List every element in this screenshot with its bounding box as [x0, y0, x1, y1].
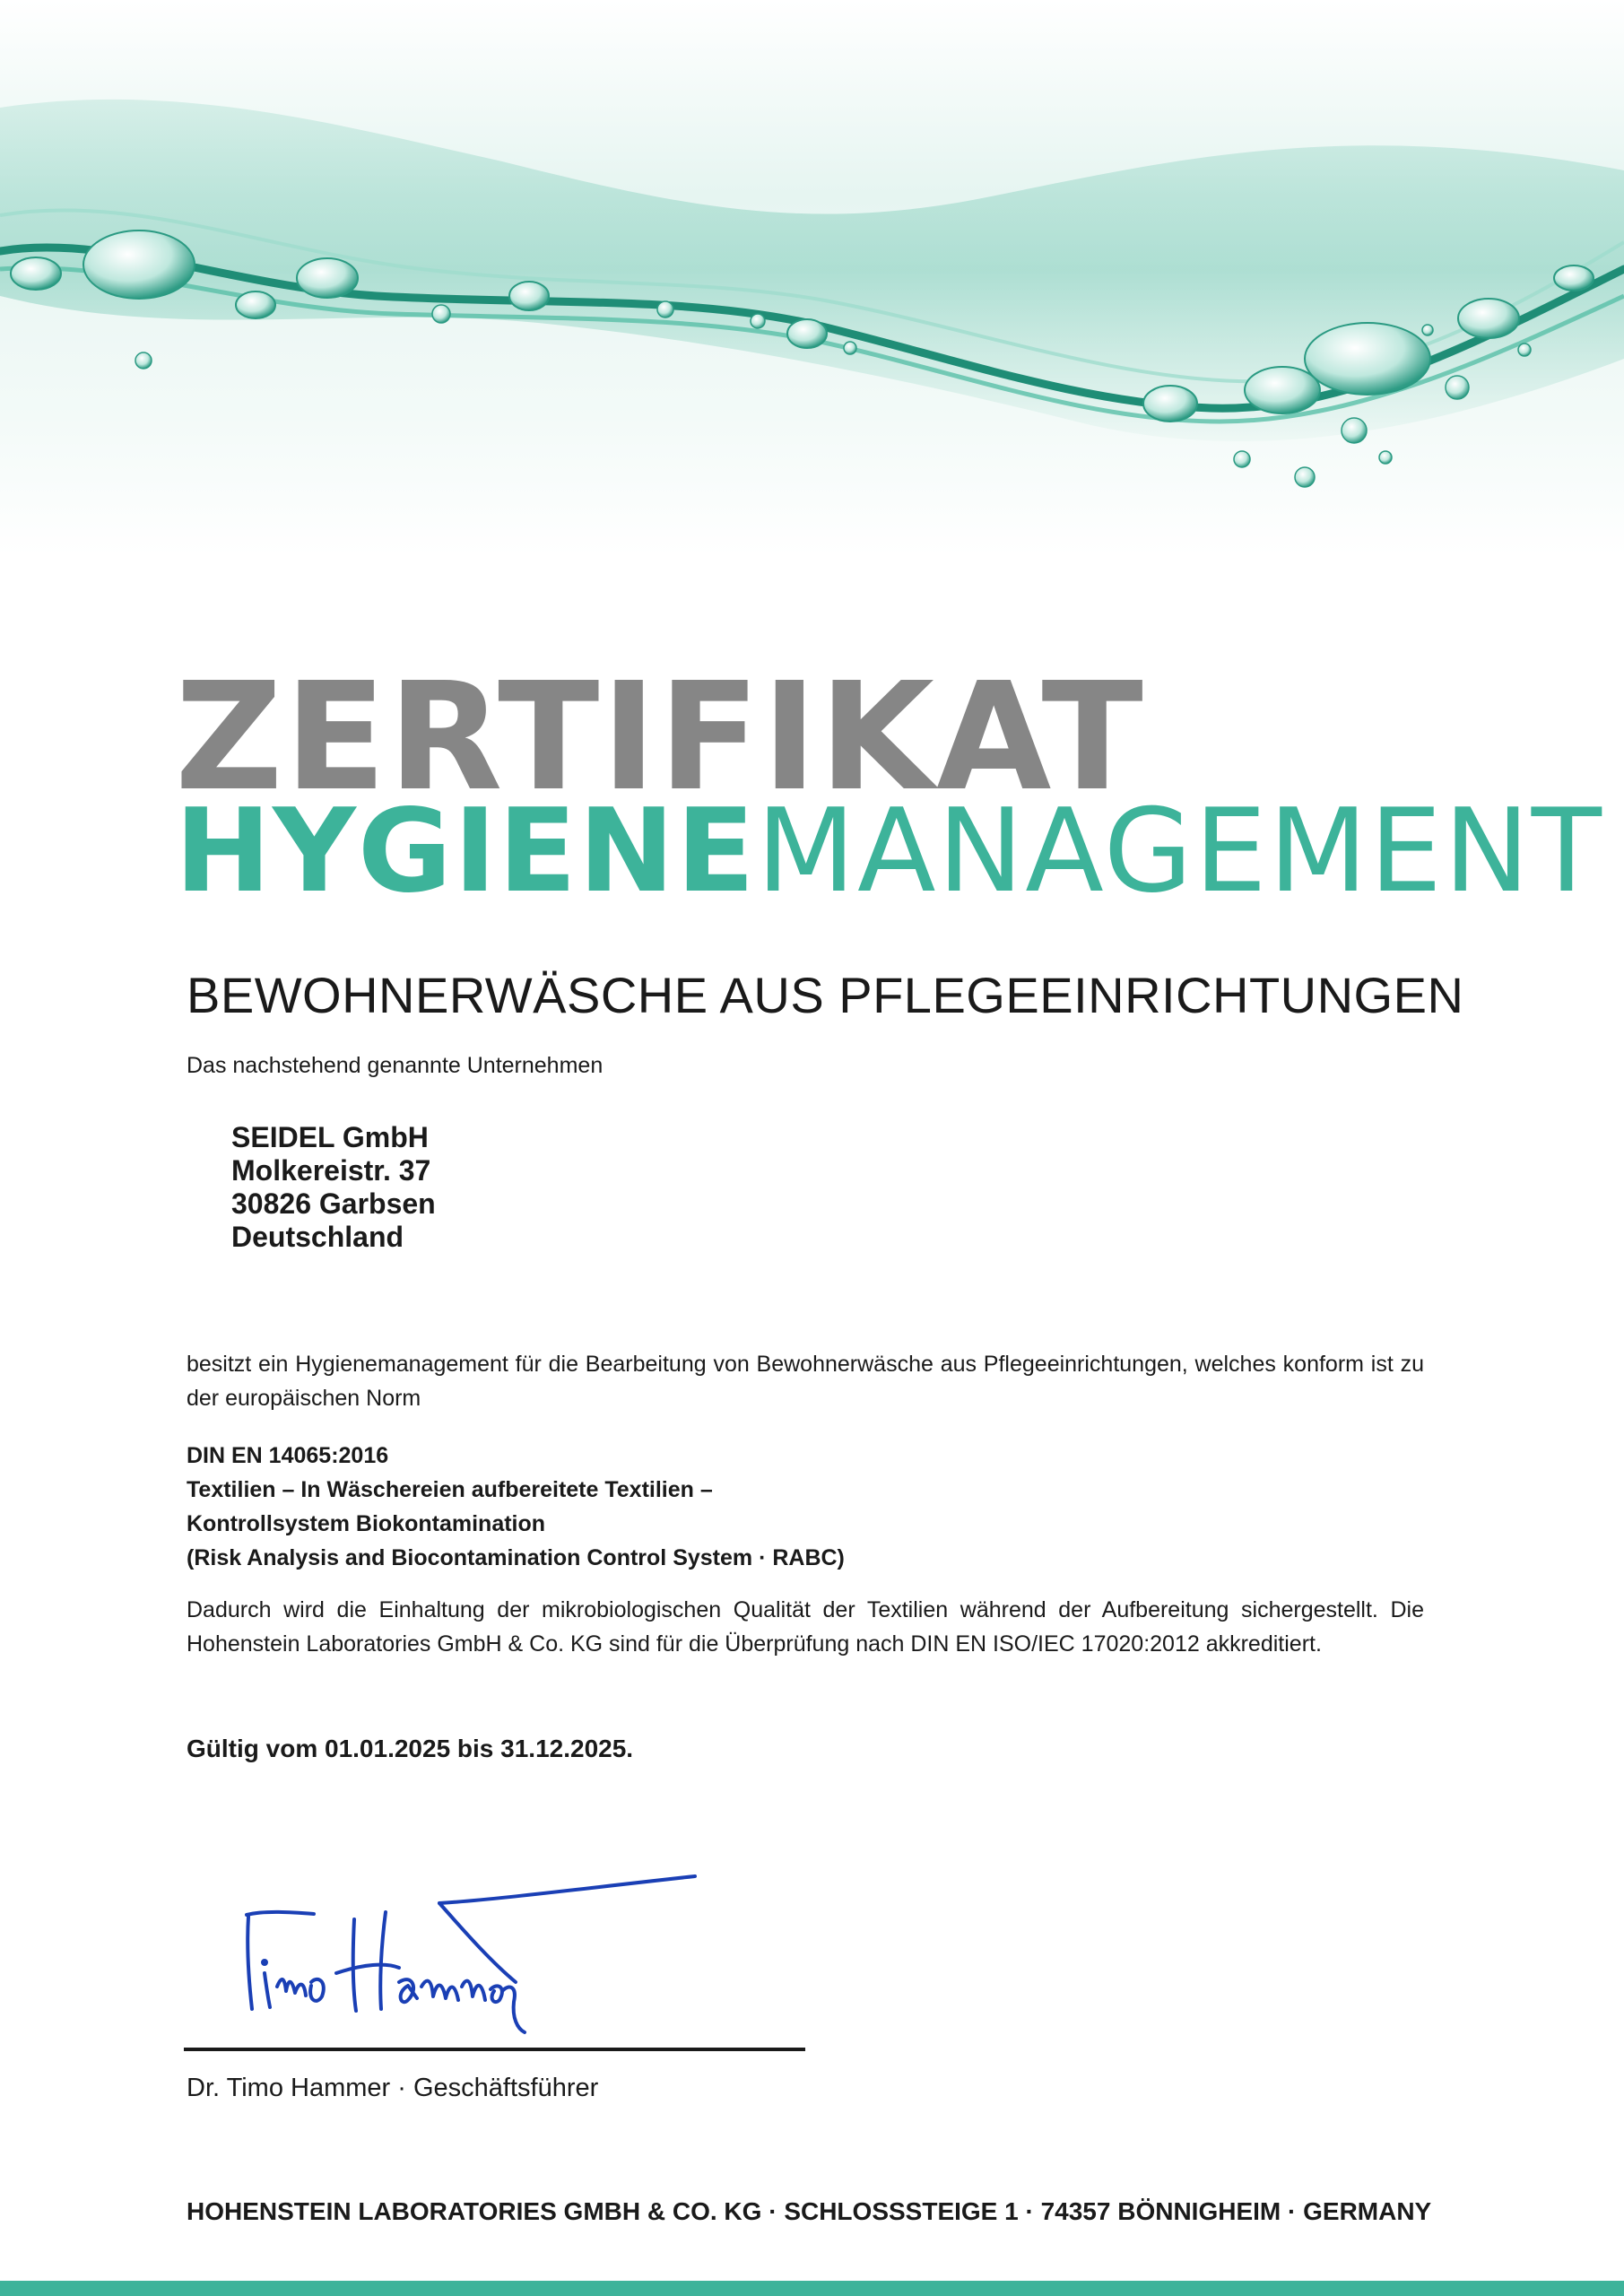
certificate-title: ZERTIFIKAT: [175, 651, 1145, 824]
company-city: 30826 Garbsen: [231, 1187, 436, 1220]
norm-block: [187, 1439, 845, 1575]
certificate-category: BEWOHNERWÄSCHE AUS PFLEGEEINRICHTUNGEN: [187, 967, 1464, 1023]
subtitle-bold: HYGIENE: [175, 785, 757, 918]
bottom-accent-bar: [0, 2281, 1624, 2296]
signer-name: Dr. Timo Hammer · Geschäftsführer: [187, 2074, 599, 2102]
company-name: SEIDEL GmbH: [231, 1121, 429, 1153]
issuer-footer: HOHENSTEIN LABORATORIES GMBH & CO. KG · SCHLOSSSTEIGE 1 · 74357 BÖNNIGHEIM · GERMANY: [187, 2197, 1432, 2225]
norm-line-2: Kontrollsystem Biokontamination: [187, 1511, 546, 1536]
intro-text: Das nachstehend genannte Unternehmen: [187, 1053, 604, 1078]
company-country: Deutschland: [231, 1221, 404, 1253]
norm-code: DIN EN 14065:2016: [187, 1443, 389, 1468]
signature-line: [184, 2048, 805, 2051]
company-street: Molkereistr. 37: [231, 1154, 431, 1187]
norm-line-1: Textilien – In Wäschereien aufbereitete Textilien –: [187, 1477, 713, 1502]
water-wave-banner: [0, 0, 1624, 556]
conformity-statement: besitzt ein Hygienemanagement für die Bearbeitung von Bewohnerwäsche aus Pflegeeinrichtungen, welches konform ist zu der europäischen Norm: [187, 1352, 1424, 1411]
subtitle-regular: MANAGEMENT: [756, 785, 1603, 918]
validity-period: Gültig vom 01.01.2025 bis 31.12.2025.: [187, 1735, 634, 1762]
assurance-text: Dadurch wird die Einhaltung der mikrobiologischen Qualität der Textilien während der Aufbereitung sichergestellt. Die Hohenstein Laboratories GmbH & Co. KG sind für die Überprüfung nach DIN EN ISO/IEC 17020:2012 akkreditiert.: [187, 1597, 1424, 1657]
certificate-subtitle: [175, 785, 1603, 918]
norm-line-3: (Risk Analysis and Biocontamination Control System · RABC): [187, 1545, 845, 1570]
company-address: [231, 1121, 436, 1254]
handwritten-signature: [229, 1874, 713, 2036]
